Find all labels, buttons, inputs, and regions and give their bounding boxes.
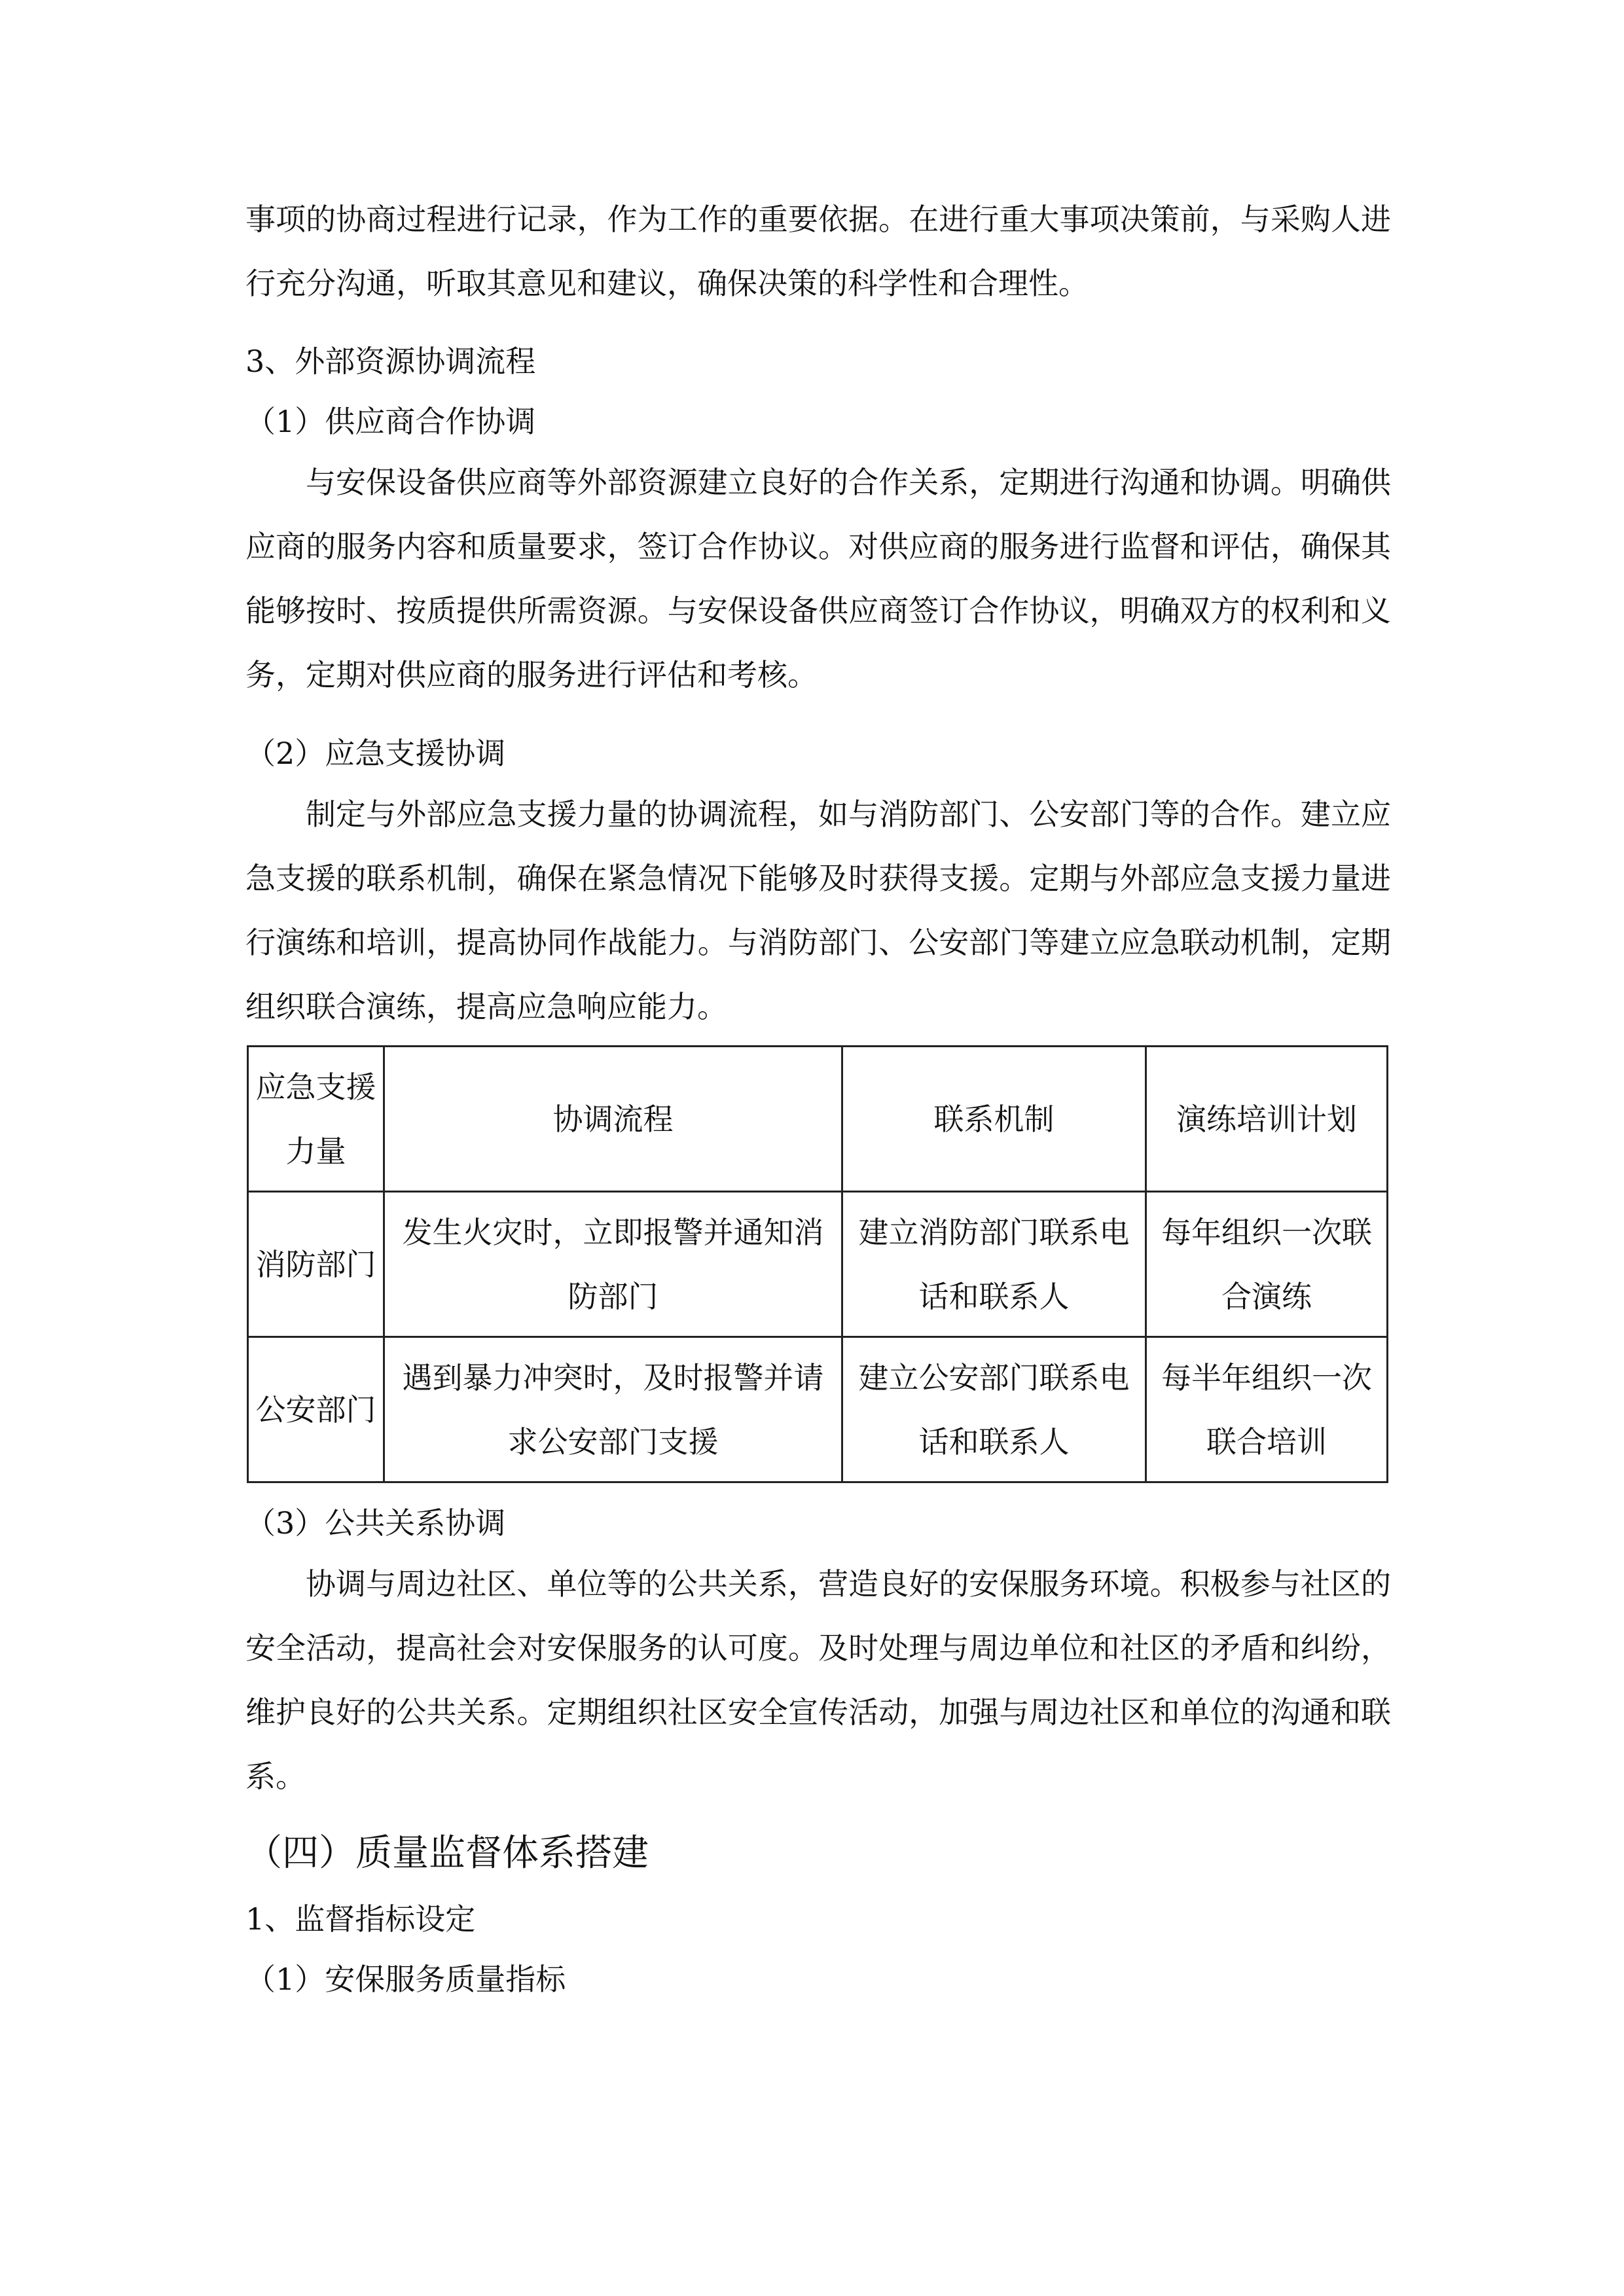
subsection-2-title: （2）应急支援协调: [245, 736, 506, 771]
table-header-cell: 演练培训计划: [1146, 1047, 1388, 1192]
section-4-sub1-1-title: （1）安保服务质量指标: [245, 1962, 566, 1997]
table-cell: 建立公安部门联系电话和联系人: [842, 1337, 1146, 1482]
table-row: [248, 1337, 1388, 1482]
subsection-1-title: （1）供应商合作协调: [245, 404, 536, 439]
table-cell: 公安部门: [248, 1337, 384, 1482]
table-cell: 建立消防部门联系电话和联系人: [842, 1192, 1146, 1337]
table-header-cell: 协调流程: [384, 1047, 842, 1192]
table-cell: 遇到暴力冲突时，及时报警并请求公安部门支援: [384, 1337, 842, 1482]
table-header-cell: 联系机制: [842, 1047, 1146, 1192]
paragraph-emergency-coordination: 制定与外部应急支援力量的协调流程，如与消防部门、公安部门等的合作。建立应急支援的联系机制，确保在紧急情况下能够及时获得支援。定期与外部应急支援力量进行演练和培训，提高协同作战能力。与消防部门、公安部门等建立应急联动机制，定期组织联合演练，提高应急响应能力。: [245, 797, 1391, 1024]
section-4-sub1-title: 1、监督指标设定: [245, 1901, 476, 1937]
paragraph-supplier-coordination: 与安保设备供应商等外部资源建立良好的合作关系，定期进行沟通和协调。明确供应商的服务内容和质量要求，签订合作协议。对供应商的服务进行监督和评估，确保其能够按时、按质提供所需资源。与安保设备供应商签订合作协议，明确双方的权利和义务，定期对供应商的服务进行评估和考核。: [245, 465, 1391, 692]
emergency-support-table: [247, 1045, 1388, 1483]
table-header-cell: 应急支援力量: [248, 1047, 384, 1192]
section-3-title: 3、外部资源协调流程: [245, 344, 536, 379]
table-cell: 每年组织一次联合演练: [1146, 1192, 1388, 1337]
subsection-3-title: （3）公共关系协调: [245, 1505, 506, 1541]
table-cell: 发生火灾时，立即报警并通知消防部门: [384, 1192, 842, 1337]
table-row: [248, 1192, 1388, 1337]
table-header-row: [248, 1047, 1388, 1192]
paragraph-public-relations: 协调与周边社区、单位等的公共关系，营造良好的安保服务环境。积极参与社区的安全活动，提高社会对安保服务的认可度。及时处理与周边单位和社区的矛盾和纠纷，维护良好的公共关系。定期组织社区安全宣传活动，加强与周边社区和单位的沟通和联系。: [245, 1566, 1391, 1794]
table-cell: 消防部门: [248, 1192, 384, 1337]
section-4-heading: （四）质量监督体系搭建: [245, 1832, 649, 1874]
table-cell: 每半年组织一次联合培训: [1146, 1337, 1388, 1482]
paragraph-decision-record: 事项的协商过程进行记录，作为工作的重要依据。在进行重大事项决策前，与采购人进行充分沟通，听取其意见和建议，确保决策的科学性和合理性。: [245, 202, 1391, 301]
